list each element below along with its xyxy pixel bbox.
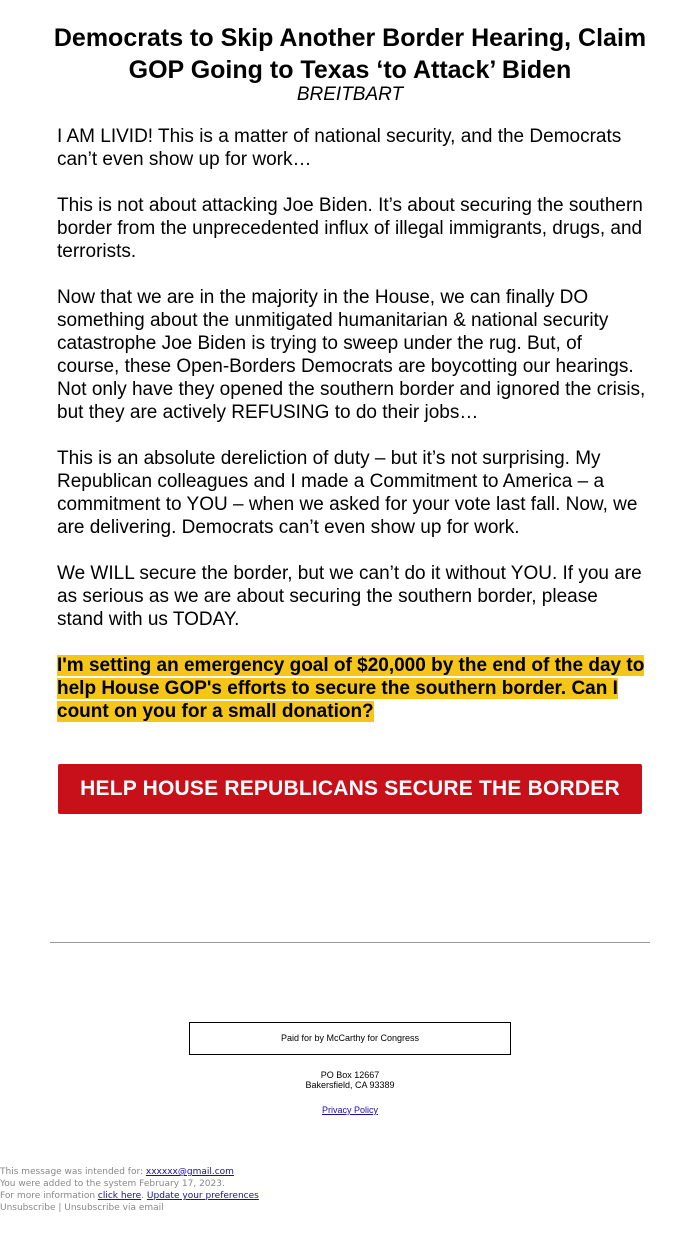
privacy-policy-link[interactable]: Privacy Policy xyxy=(321,1105,378,1115)
footer-separator: | xyxy=(55,1203,65,1213)
address-line-2: Bakersfield, CA 93389 xyxy=(305,1080,395,1090)
paragraph-4: This is an absolute dereliction of duty – but it’s not surprising. My Republican colleagues and I made a Commitment to America – a commitment to YOU – when we asked for your vote last fall. Now, we are delivering. Democrats can’t even show up for work. xyxy=(57,448,638,538)
address-line-1: PO Box 12667 xyxy=(320,1070,380,1080)
footer-added-line: You were added to the system February 17, 2023. xyxy=(0,1179,225,1189)
donation-ask-highlight: I'm setting an emergency goal of $20,000 by the end of the day to help House GOP's efforts to secure the southern border. Can I count on you for a small donation? xyxy=(57,655,645,722)
footer-more-info-line: For more information click here. Update your preferences xyxy=(0,1191,259,1201)
update-preferences-link[interactable]: Update your preferences xyxy=(146,1191,259,1201)
divider xyxy=(50,942,650,943)
paragraph-2: This is not about attacking Joe Biden. It’s about securing the southern border from the unprecedented influx of illegal immigrants, drugs, and terrorists. xyxy=(57,195,643,262)
mailing-address xyxy=(200,1070,500,1090)
paid-for-disclaimer: Paid for by McCarthy for Congress xyxy=(189,1022,511,1055)
unsubscribe-link[interactable]: Unsubscribe xyxy=(0,1203,56,1213)
paragraph-1: I AM LIVID! This is a matter of national security, and the Democrats can’t even show up for work… xyxy=(57,126,622,170)
paragraph-3: Now that we are in the majority in the House, we can finally DO something about the unmitigated humanitarian & national security catastrophe Joe Biden is trying to sweep under the rug. But, of course, these Open-Borders Democrats are boycotting our hearings. Not only have they opened the southern border and ignored the crisis, but they are actively REFUSING to do their jobs… xyxy=(57,287,646,423)
email-footer xyxy=(0,1166,500,1214)
donation-ask xyxy=(57,654,647,723)
footer-intended-line xyxy=(0,1166,500,1178)
footer-unsubscribe-line xyxy=(0,1202,500,1214)
unsubscribe-email-link[interactable]: Unsubscribe via email xyxy=(64,1203,164,1213)
email-body xyxy=(57,125,647,746)
footer-more-info-text: For more information xyxy=(0,1191,98,1201)
footer-email-link[interactable]: xxxxxx@gmail.com xyxy=(145,1167,234,1177)
donate-button[interactable]: HELP HOUSE REPUBLICANS SECURE THE BORDER xyxy=(58,764,642,814)
source-label: BREITBART xyxy=(296,84,404,105)
headline: Democrats to Skip Another Border Hearing, Claim GOP Going to Texas ‘to Attack’ Biden xyxy=(53,24,647,84)
footer-intended-text: This message was intended for: xyxy=(0,1167,146,1177)
privacy-section xyxy=(200,1105,500,1115)
click-here-link[interactable]: click here xyxy=(97,1191,142,1201)
paragraph-5: We WILL secure the border, but we can’t do it without YOU. If you are as serious as we are about securing the southern border, please stand with us TODAY. xyxy=(57,563,642,630)
